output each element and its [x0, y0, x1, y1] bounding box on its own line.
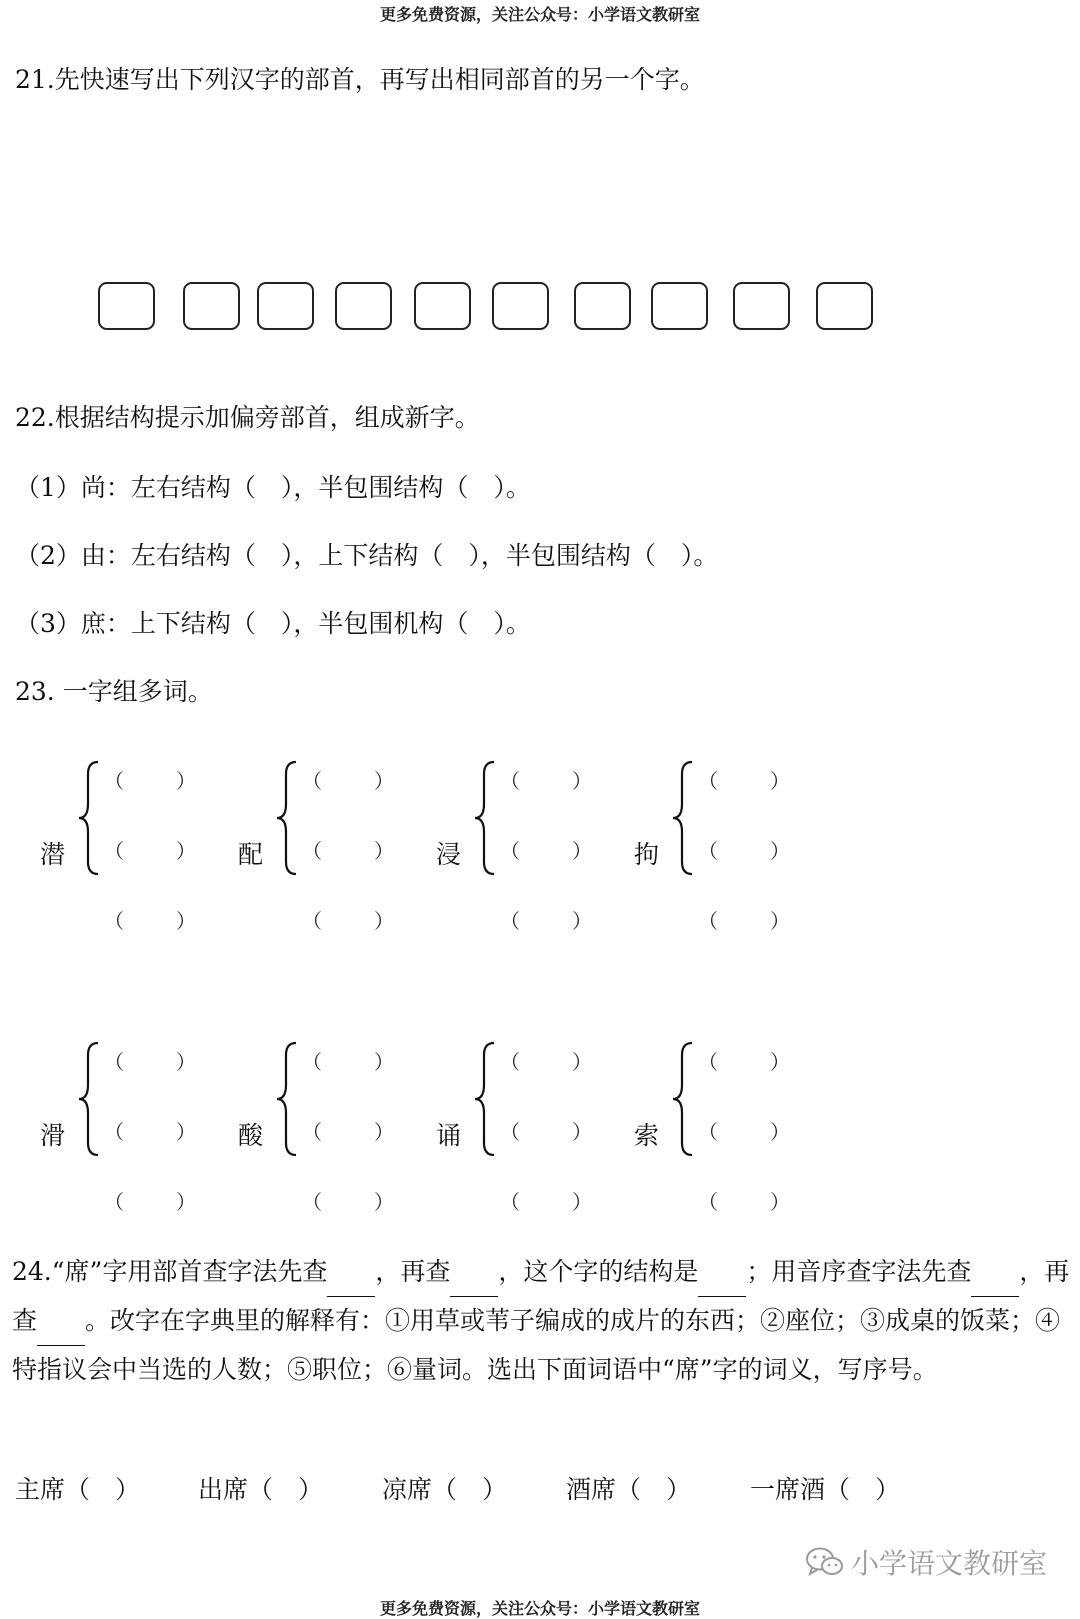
- group-character: 拘: [634, 840, 660, 869]
- group-character: 索: [634, 1121, 660, 1150]
- wechat-icon: [805, 1546, 845, 1578]
- curly-brace-icon: [274, 760, 300, 876]
- paren-open: （: [698, 1050, 718, 1074]
- answer-paren[interactable]: [698, 1046, 790, 1075]
- paren-close: ）: [374, 1120, 394, 1144]
- question-24-part-3: ，这个字的结构是: [498, 1257, 699, 1286]
- answer-box[interactable]: [574, 282, 631, 330]
- curly-brace-icon: [76, 1041, 102, 1157]
- paren-close: ）: [176, 1190, 196, 1214]
- paren-open: （: [104, 1050, 124, 1074]
- answer-box[interactable]: [733, 282, 790, 330]
- answer-box[interactable]: [183, 282, 240, 330]
- answer-paren[interactable]: [500, 905, 592, 934]
- answer-blank[interactable]: [327, 1248, 375, 1297]
- paren-open: （: [698, 769, 718, 793]
- answer-paren[interactable]: [104, 835, 196, 864]
- paren-open: （: [302, 1050, 322, 1074]
- paren-open: （: [302, 1120, 322, 1144]
- question-23-title: 23. 一字组多词。: [15, 677, 213, 706]
- word-group: [14, 1031, 204, 1214]
- paren-close: ）: [770, 839, 790, 863]
- group-character: 酸: [238, 1121, 264, 1150]
- paren-close: ）: [572, 1190, 592, 1214]
- answer-paren[interactable]: [302, 1046, 394, 1075]
- paren-open: （: [500, 769, 520, 793]
- answer-paren[interactable]: [500, 1046, 592, 1075]
- answer-paren[interactable]: [698, 1116, 790, 1145]
- paren-open: （: [104, 1120, 124, 1144]
- word-group: [608, 1031, 798, 1214]
- paren-open: （: [698, 1120, 718, 1144]
- answer-paren[interactable]: [104, 765, 196, 794]
- answer-box[interactable]: [98, 282, 155, 330]
- paren-open: （: [104, 839, 124, 863]
- question-24-part-2: ，再查: [375, 1257, 451, 1286]
- paren-open: （: [500, 909, 520, 933]
- paren-open: （: [500, 839, 520, 863]
- paren-close: ）: [176, 769, 196, 793]
- question-24-part-6: 。改字在字典里的解释有：①用草或苇子编成的成片的东西；②座位；③成桌的饭菜；④特指议会中当选的人数；⑤职位；⑥量词。选出下面词语中“席”字的词义，写序号。: [12, 1306, 1061, 1384]
- word-group: [410, 750, 600, 933]
- paren-close: ）: [374, 909, 394, 933]
- answer-paren[interactable]: [500, 1186, 592, 1215]
- paren-close: ）: [770, 1050, 790, 1074]
- word-group: [212, 1031, 402, 1214]
- answer-box[interactable]: [492, 282, 549, 330]
- paren-open: （: [302, 909, 322, 933]
- watermark: [805, 1542, 1047, 1582]
- curly-brace-icon: [472, 1041, 498, 1157]
- curly-brace-icon: [670, 760, 696, 876]
- paren-open: （: [104, 909, 124, 933]
- paren-open: （: [104, 769, 124, 793]
- paren-close: ）: [770, 769, 790, 793]
- group-character: 诵: [436, 1121, 462, 1150]
- paren-close: ）: [572, 1050, 592, 1074]
- paren-close: ）: [770, 1120, 790, 1144]
- answer-box[interactable]: [816, 282, 873, 330]
- paren-close: ）: [374, 769, 394, 793]
- answer-box[interactable]: [651, 282, 708, 330]
- paren-close: ）: [374, 1190, 394, 1214]
- question-22-item-3: （3）庶：上下结构（ ），半包围机构（ ）。: [15, 609, 531, 638]
- curly-brace-icon: [76, 760, 102, 876]
- footer-banner: 更多免费资源，关注公众号：小学语文教研室: [379, 1599, 700, 1618]
- word-group: [14, 750, 204, 933]
- answer-paren[interactable]: [500, 765, 592, 794]
- answer-blank[interactable]: [450, 1248, 498, 1297]
- paren-close: ）: [572, 1120, 592, 1144]
- watermark-text: 小学语文教研室: [851, 1547, 1048, 1580]
- paren-open: （: [500, 1190, 520, 1214]
- answer-box[interactable]: [414, 282, 471, 330]
- question-24-text: [12, 1248, 1072, 1394]
- paren-close: ）: [572, 909, 592, 933]
- question-22-title: 22.根据结构提示加偏旁部首，组成新字。: [15, 403, 480, 432]
- curly-brace-icon: [670, 1041, 696, 1157]
- paren-open: （: [302, 1190, 322, 1214]
- answer-paren[interactable]: [104, 1116, 196, 1145]
- word-liangxi: 凉席（ ）: [382, 1475, 508, 1504]
- word-group: [410, 1031, 600, 1214]
- question-22-item-1: （1）尚：左右结构（ ），半包围结构（ ）。: [15, 473, 531, 502]
- question-24-part-5: ，再查: [12, 1257, 1070, 1335]
- answer-paren[interactable]: [302, 905, 394, 934]
- answer-paren[interactable]: [698, 765, 790, 794]
- answer-paren[interactable]: [500, 1116, 592, 1145]
- answer-paren[interactable]: [698, 835, 790, 864]
- answer-paren[interactable]: [698, 905, 790, 934]
- paren-open: （: [302, 839, 322, 863]
- answer-paren[interactable]: [302, 765, 394, 794]
- paren-open: （: [698, 839, 718, 863]
- question-22-item-2: （2）由：左右结构（ ），上下结构（ ），半包围结构（ ）。: [15, 541, 719, 570]
- paren-open: （: [104, 1190, 124, 1214]
- paren-open: （: [698, 1190, 718, 1214]
- word-group: [212, 750, 402, 933]
- word-jiuxi: 酒席（ ）: [566, 1475, 692, 1504]
- paren-close: ）: [572, 839, 592, 863]
- answer-paren[interactable]: [302, 1186, 394, 1215]
- header-banner: 更多免费资源，关注公众号：小学语文教研室: [379, 5, 700, 24]
- paren-close: ）: [176, 909, 196, 933]
- question-24-part-1: 24.“席”字用部首查字法先查: [12, 1257, 328, 1286]
- answer-paren[interactable]: [302, 835, 394, 864]
- word-zhuxi: 主席（ ）: [15, 1475, 141, 1504]
- answer-paren[interactable]: [698, 1186, 790, 1215]
- answer-paren[interactable]: [500, 835, 592, 864]
- word-group: [608, 750, 798, 933]
- group-character: 滑: [40, 1121, 66, 1150]
- question-24-part-4: ；用音序查字法先查: [746, 1257, 972, 1286]
- paren-close: ）: [176, 1050, 196, 1074]
- paren-close: ）: [374, 839, 394, 863]
- paren-open: （: [500, 1120, 520, 1144]
- answer-box[interactable]: [335, 282, 392, 330]
- word-yixijiu: 一席酒（ ）: [750, 1475, 901, 1504]
- group-character: 浸: [436, 840, 462, 869]
- paren-close: ）: [770, 1190, 790, 1214]
- curly-brace-icon: [472, 760, 498, 876]
- answer-paren[interactable]: [104, 1046, 196, 1075]
- question-21-title: 21.先快速写出下列汉字的部首，再写出相同部首的另一个字。: [15, 65, 705, 94]
- answer-paren[interactable]: [104, 905, 196, 934]
- paren-open: （: [302, 769, 322, 793]
- paren-close: ）: [374, 1050, 394, 1074]
- answer-paren[interactable]: [302, 1116, 394, 1145]
- answer-blank[interactable]: [971, 1248, 1019, 1297]
- paren-close: ）: [770, 909, 790, 933]
- curly-brace-icon: [274, 1041, 300, 1157]
- paren-open: （: [698, 909, 718, 933]
- group-character: 配: [238, 840, 264, 869]
- paren-close: ）: [176, 839, 196, 863]
- answer-paren[interactable]: [104, 1186, 196, 1215]
- answer-box[interactable]: [257, 282, 314, 330]
- group-character: 潜: [40, 840, 66, 869]
- paren-open: （: [500, 1050, 520, 1074]
- paren-close: ）: [176, 1120, 196, 1144]
- answer-blank[interactable]: [37, 1297, 85, 1346]
- word-chuxi: 出席（ ）: [198, 1475, 324, 1504]
- answer-blank[interactable]: [698, 1248, 746, 1297]
- paren-close: ）: [572, 769, 592, 793]
